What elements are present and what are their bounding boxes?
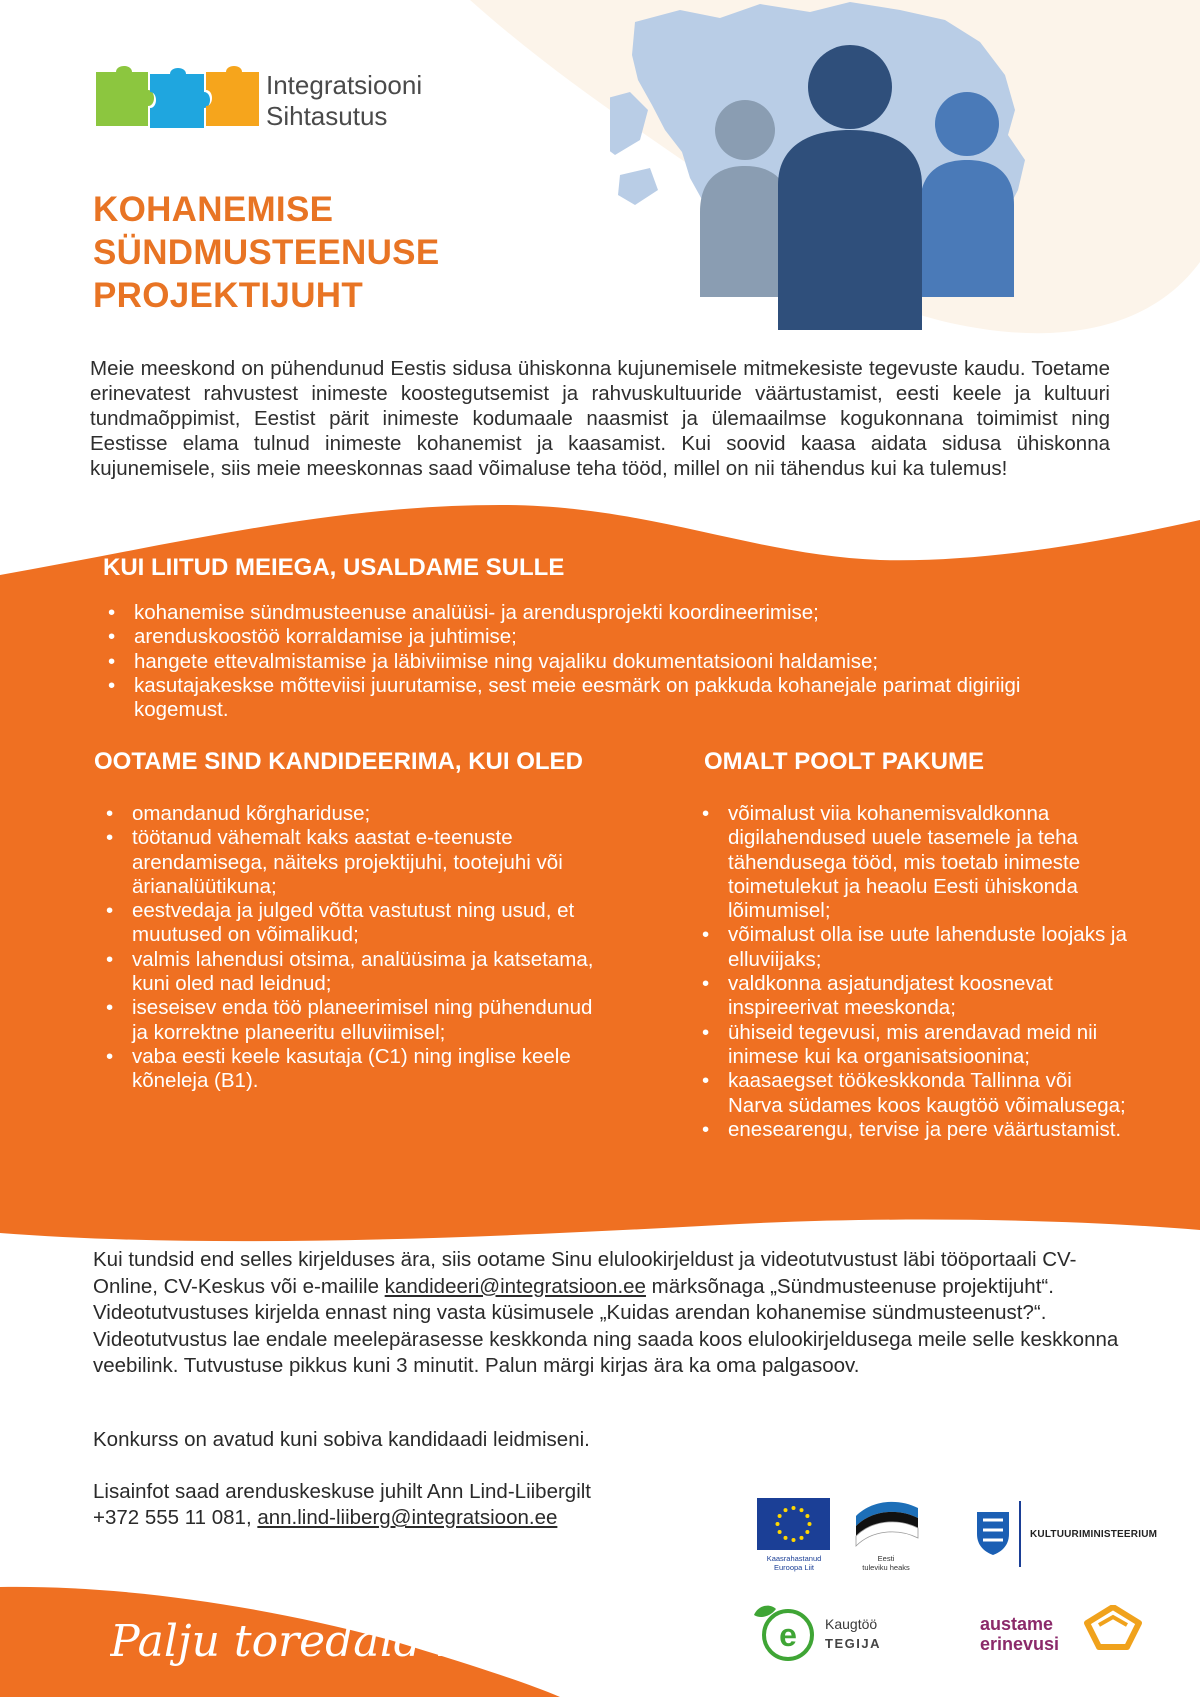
apply-text-before: Kui tundsid end selles kirjelduses ära, siis ootame Sinu elulookirjeldust ja videotutvustust läbi tööportaali CV-Online, CV-Keskus või e-mailile — [93, 1248, 1077, 1298]
responsibilities-heading: KUI LIITUD MEIEGA, USALDAME SULLE — [103, 554, 565, 581]
contact-phone: +372 555 11 081, — [93, 1506, 258, 1529]
job-title-line-1: KOHANEMISE — [93, 190, 334, 229]
flag-caption — [846, 1554, 926, 1572]
requirements-list — [94, 802, 614, 1094]
contact-info — [93, 1479, 733, 1531]
logo-text — [266, 70, 422, 132]
offer-list — [690, 802, 1130, 1142]
austame-line-1: austame — [980, 1614, 1054, 1634]
apply-text-after: märksõnaga „Sündmusteenuse projektijuht“. Videotutvustuses kirjelda ennast ning vasta küsimusele „Kuidas arendan kohanemise sündmusteenust?“. Videotutvustus lae endale meelepärasesse keskkonda ning saada koos elulookirjeldusega meile selle keskkonna veebilink. Tutvustuse pikkus kuni 3 minutit. Palun märgi kirjas ära ka oma palgasoov. — [93, 1274, 1119, 1377]
list-item: • kaasaegset töökeskkonda Tallinna või Narva südames koos kaugtöö võimalusega; — [690, 1069, 1130, 1118]
list-item: • arenduskoostöö korraldamise ja juhtimise; — [96, 625, 1116, 649]
list-item: • valdkonna asjatundjatest koosnevat inspireerivat meeskonda; — [690, 972, 1130, 1021]
ministry-divider — [1019, 1501, 1021, 1567]
apply-email-link[interactable]: kandideeri@integratsioon.ee — [384, 1274, 646, 1298]
list-item: • kohanemise sündmusteenuse analüüsi- ja arendusprojekti koordineerimise; — [96, 601, 1116, 625]
logo-line-1: Integratsiooni — [266, 70, 423, 100]
list-item: • vaba eesti keele kasutaja (C1) ning inglise keele kõneleja (B1). — [94, 1045, 614, 1094]
requirements-heading: OOTAME SIND KANDIDEERIMA, KUI OLED — [94, 748, 583, 775]
list-item: • ühiseid tegevusi, mis arendavad meid nii inimese kui ka organisatsioonina; — [690, 1021, 1130, 1070]
organization-logo — [96, 66, 476, 136]
job-title-line-3: PROJEKTIJUHT — [93, 276, 364, 315]
people-map-illustration — [610, 0, 1200, 340]
coat-of-arms-icon — [975, 1510, 1011, 1556]
list-item: • enesearengu, tervise ja pere väärtustamist. — [690, 1118, 1130, 1142]
flag-caption-line-1: Eesti — [877, 1554, 895, 1563]
intro-paragraph: Meie meeskond on pühendunud Eestis sidusa ühiskonna kujunemisele mitmekesiste tegevuste kaudu. Toetame erinevatest rahvustest inimeste koostegutsemist ja rahvuskultuuride väärtustamist, eesti keele ja kultuuri tundmaõppimist, Eestist pärit inimeste kodumaale naasmist ja ülemaailmse kogukonnana toimimist ning Eestisse elama tulnud inimeste kohanemist ja kaasamist. Kui soovid kaasa aidata sidusa ühiskonna kujunemisele, siis meie meeskonnas saad võimaluse teha tööd, millel on nii tähendus kui ka tulemus! — [90, 357, 1110, 480]
eu-caption-line-1: Kaasrahastanud — [766, 1554, 822, 1563]
eu-caption — [750, 1554, 838, 1572]
deadline-text: Konkurss on avatud kuni sobiva kandidaadi leidmiseni. — [93, 1428, 590, 1451]
list-item: • töötanud vähemalt kaks aastat e-teenuste arendamisega, näiteks projektijuhi, tootejuhi või ärianalüütikuna; — [94, 826, 614, 899]
list-item: • omandanud kõrghariduse; — [94, 802, 614, 826]
austame-line-2: erinevusi — [980, 1634, 1060, 1654]
job-title-line-2: SÜNDMUSTEENUSE — [93, 233, 440, 272]
job-title — [93, 188, 613, 317]
signature-text: Palju toredaid inimesi — [110, 1616, 597, 1667]
list-item: • iseseisev enda töö planeerimisel ning pühendunud ja korrektne planeeritu elluviimisel; — [94, 996, 614, 1045]
offer-heading: OMALT POOLT PAKUME — [704, 748, 984, 775]
ministry-name: KULTUURIMINISTEERIUM — [1030, 1529, 1158, 1540]
puzzle-icon — [96, 66, 261, 132]
eu-caption-line-2: Euroopa Liit — [773, 1563, 815, 1572]
responsibilities-list — [96, 601, 1116, 722]
island-icon — [610, 92, 648, 155]
estonian-flag-logo — [852, 1494, 922, 1552]
svg-text:e: e — [779, 1617, 797, 1653]
kaugtoo-line-2: TEGIJA — [825, 1636, 881, 1651]
austame-logo-icon — [1083, 1605, 1143, 1651]
list-item: • eestvedaja ja julged võtta vastutust ning usud, et muutused on võimalikud; — [94, 899, 614, 948]
list-item: • võimalust olla ise uute lahenduste loojaks ja elluviijaks; — [690, 923, 1130, 972]
contact-email-link[interactable]: ann.lind-liiberg@integratsioon.ee — [257, 1506, 558, 1529]
kaugtoo-line-1: Kaugtöö — [825, 1616, 878, 1632]
island-small-icon — [618, 168, 658, 205]
handwritten-signature — [110, 1600, 630, 1680]
eu-stars-icon — [757, 1498, 830, 1550]
list-item: • valmis lahendusi otsima, analüüsima ja katsetama, kuni oled nad leidnud; — [94, 948, 614, 997]
apply-paragraph — [93, 1247, 1123, 1380]
logo-line-2: Sihtasutus — [266, 101, 388, 131]
list-item: • hangete ettevalmistamise ja läbiviimise ning vajaliku dokumentatsiooni haldamise; — [96, 650, 1116, 674]
contact-line-1: Lisainfot saad arenduskeskuse juhilt Ann Lind-Liibergilt — [93, 1480, 592, 1503]
list-item: • võimalust viia kohanemisvaldkonna digilahendused uuele tasemele ja teha tähendusega tööd, mis toetab inimeste toimetulekut ja heaolu Eesti ühiskonda lõimumisel; — [690, 802, 1130, 923]
eu-flag-logo — [757, 1498, 830, 1550]
flag-caption-line-2: tuleviku heaks — [862, 1563, 910, 1572]
austame-logo-text — [980, 1614, 1059, 1654]
kaugtoo-logo-icon — [748, 1601, 820, 1661]
list-item: • kasutajakeskse mõtteviisi juurutamise, sest meie eesmärk on pakkuda kohanejale parimat digiriigi kogemust. — [96, 674, 1116, 723]
kaugtoo-logo-text — [825, 1614, 881, 1654]
